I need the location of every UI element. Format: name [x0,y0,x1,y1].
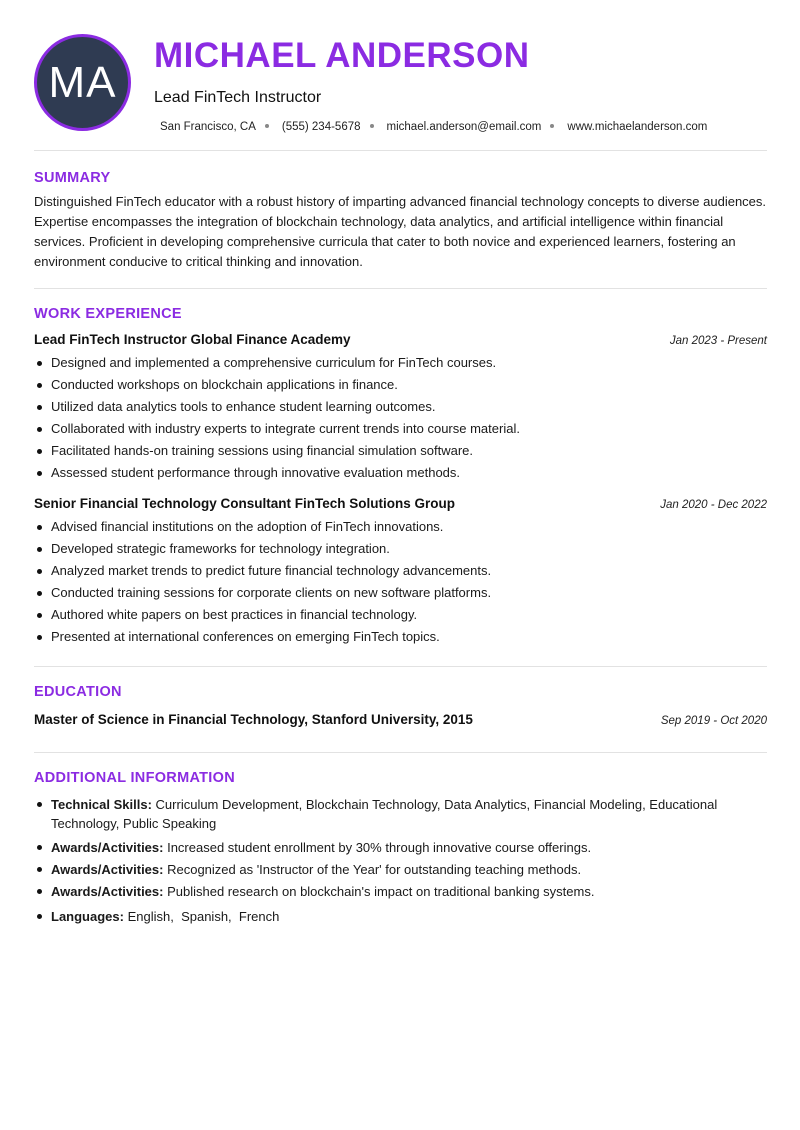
avatar-initials: MA [48,57,117,107]
job-bullet: Advised financial institutions on the adoption of FinTech innovations. [34,516,767,538]
job-bullets [34,352,767,484]
separator-dot-icon [550,124,554,128]
info-label: Awards/Activities: [51,840,164,855]
info-item [34,907,767,926]
job-header [34,496,767,511]
job-bullet: Analyzed market trends to predict future financial technology advancements. [34,560,767,582]
info-text: Published research on blockchain's impact on traditional banking systems. [167,884,595,899]
job-bullet: Assessed student performance through innovative evaluation methods. [34,462,767,484]
info-text: English, Spanish, French [127,909,280,924]
summary-text: Distinguished FinTech educator with a robust history of imparting advanced financial technology concepts to diverse audiences. Expertise encompasses the integration of blockchain technology, data analytics, and artificial intelligence within financial services. Proficient in developing comprehensive curricula that cater to both novice and experienced learners, fostering an environment conducive to critical thinking and innovation. [34,194,767,269]
summary-heading: SUMMARY [34,170,111,186]
contact-phone: (555) 234-5678 [281,121,361,133]
info-label: Awards/Activities: [51,862,164,877]
education-entry [34,712,767,727]
job-bullet: Designed and implemented a comprehensive curriculum for FinTech courses. [34,352,767,374]
education-section [34,667,767,753]
experience-section [34,289,767,667]
avatar [34,34,131,131]
additional-section [34,753,767,926]
separator-dot-icon [265,124,269,128]
education-heading: EDUCATION [34,684,122,700]
info-item [34,838,767,857]
additional-heading: ADDITIONAL INFORMATION [34,770,235,786]
job-bullet: Presented at international conferences on emerging FinTech topics. [34,626,767,648]
job-title: Senior Financial Technology Consultant FinTech Solutions Group [34,496,456,511]
contact-website: www.michaelanderson.com [567,121,708,133]
info-text: Curriculum Development, Blockchain Technology, Data Analytics, Financial Modeling, Educational Technology, Public Speaking [51,797,718,831]
contact-email: michael.anderson@email.com [386,121,542,133]
contact-line [160,121,707,133]
additional-list [34,795,767,926]
job-bullet: Utilized data analytics tools to enhance student learning outcomes. [34,396,767,418]
separator-dot-icon [370,124,374,128]
degree: Master of Science in Financial Technology, Stanford University, 2015 [34,712,473,727]
candidate-name: MICHAEL ANDERSON [154,36,530,75]
job-entry [34,496,767,648]
job-entry [34,332,767,484]
info-item [34,795,767,833]
info-label: Awards/Activities: [51,884,164,899]
education-date: Sep 2019 - Oct 2020 [660,715,767,727]
summary-section [34,151,767,289]
job-bullet: Collaborated with industry experts to integrate current trends into course material. [34,418,767,440]
resume-header [34,0,767,151]
job-bullet: Authored white papers on best practices in financial technology. [34,604,767,626]
candidate-title: Lead FinTech Instructor [154,89,322,106]
experience-heading: WORK EXPERIENCE [34,306,182,322]
job-bullet: Facilitated hands-on training sessions using financial simulation software. [34,440,767,462]
job-bullet: Developed strategic frameworks for technology integration. [34,538,767,560]
job-bullet: Conducted training sessions for corporate clients on new software platforms. [34,582,767,604]
job-bullets [34,516,767,648]
info-item [34,882,767,901]
contact-location: San Francisco, CA [160,121,256,133]
job-bullet: Conducted workshops on blockchain applications in finance. [34,374,767,396]
info-label: Languages: [51,909,124,924]
info-text: Recognized as 'Instructor of the Year' for outstanding teaching methods. [167,862,582,877]
job-header [34,332,767,347]
info-label: Technical Skills: [51,797,152,812]
job-date: Jan 2020 - Dec 2022 [660,499,767,511]
job-date: Jan 2023 - Present [669,335,767,347]
info-item [34,860,767,879]
job-title: Lead FinTech Instructor Global Finance Academy [34,332,351,347]
info-text: Increased student enrollment by 30% through innovative course offerings. [167,840,592,855]
